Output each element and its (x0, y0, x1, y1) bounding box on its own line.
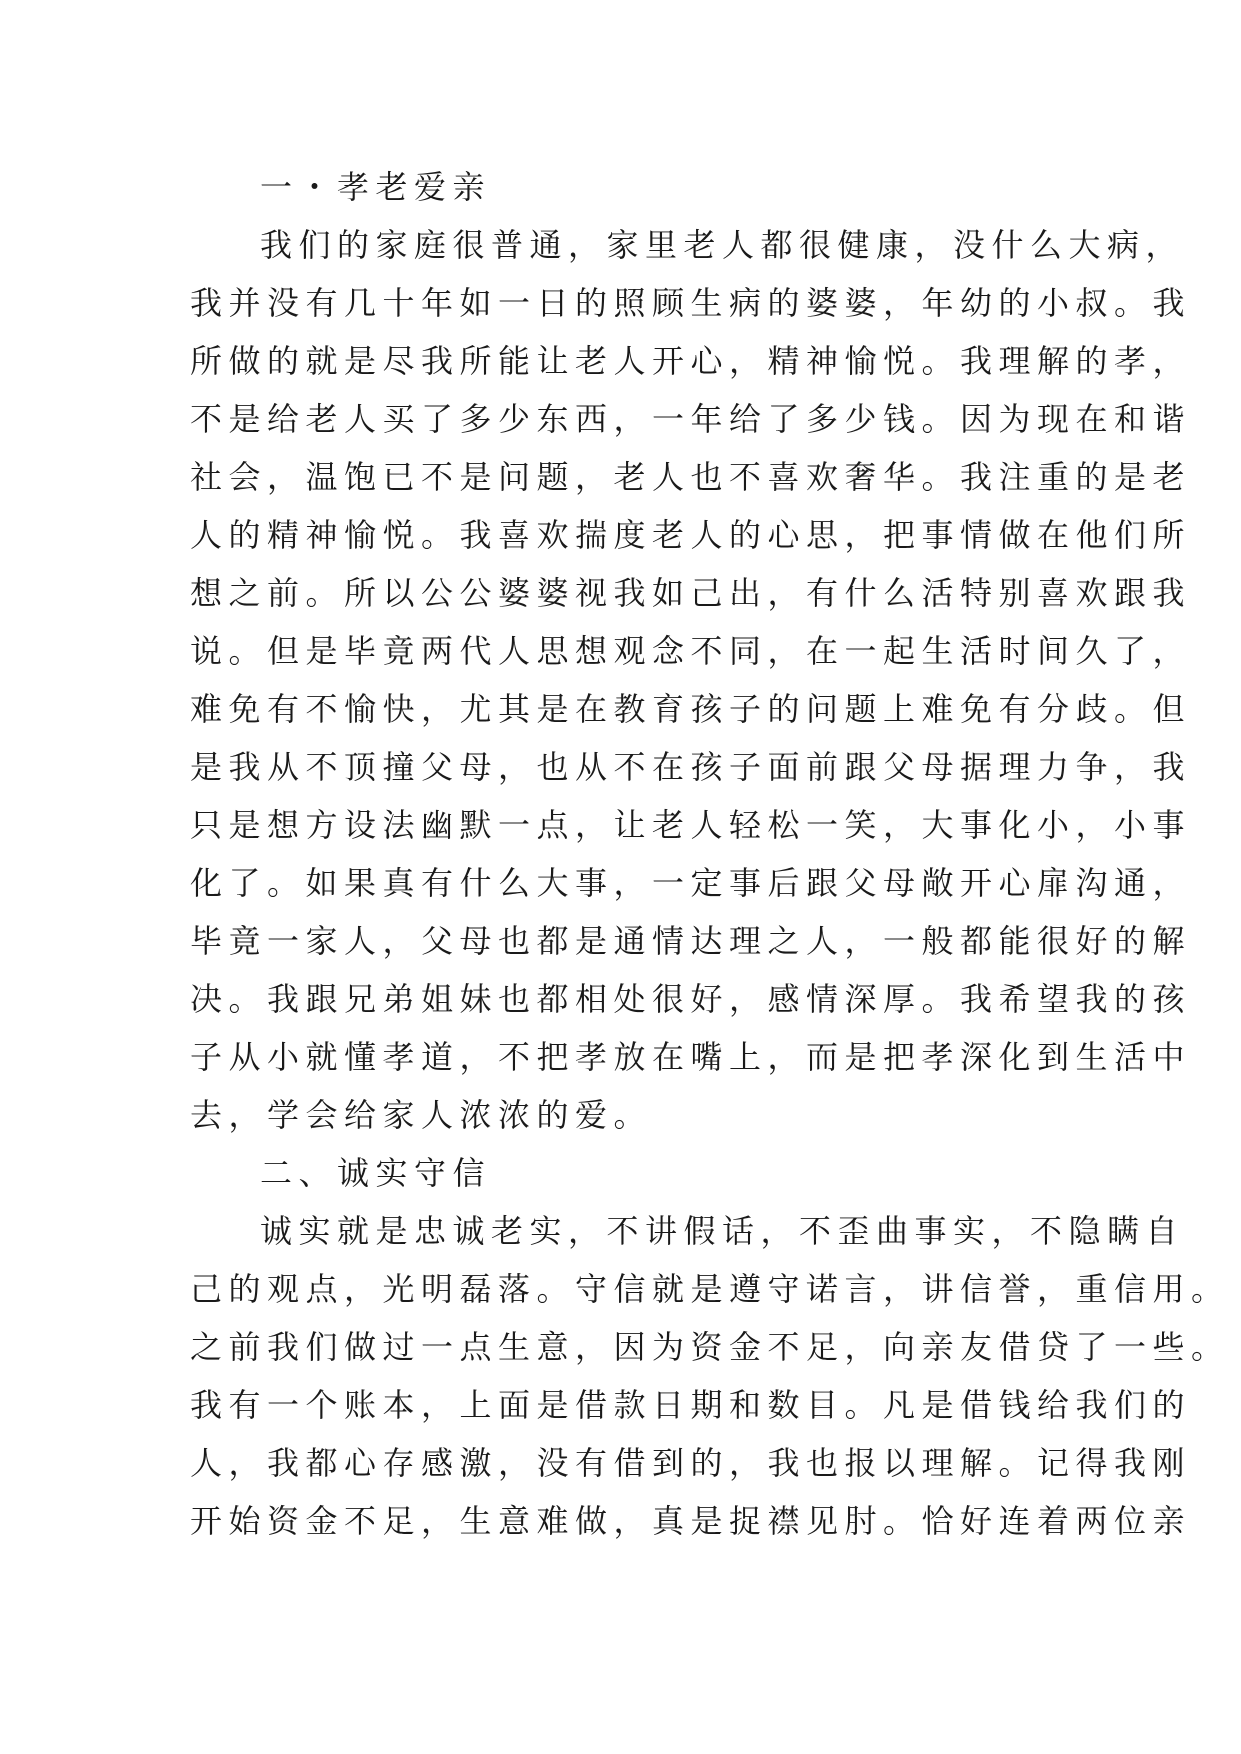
paragraph-line: 只是想方设法幽默一点，让老人轻松一笑，大事化小，小事 (190, 806, 1192, 844)
section-heading: 二、诚实守信 (260, 1154, 492, 1192)
paragraph-line: 我有一个账本，上面是借款日期和数目。凡是借钱给我们的 (190, 1386, 1192, 1424)
paragraph-line: 己的观点，光明磊落。守信就是遵守诺言，讲信誉，重信用。 (190, 1270, 1230, 1308)
paragraph-line: 开始资金不足，生意难做，真是捉襟见肘。恰好连着两位亲 (190, 1502, 1192, 1540)
paragraph-line: 我并没有几十年如一日的照顾生病的婆婆，年幼的小叔。我 (190, 284, 1192, 322)
section-heading: 一・孝老爱亲 (260, 168, 492, 206)
document-body (190, 158, 1230, 1550)
paragraph-line: 诚实就是忠诚老实，不讲假话，不歪曲事实，不隐瞒自 (260, 1212, 1185, 1250)
paragraph-line: 之前我们做过一点生意，因为资金不足，向亲友借贷了一些。 (190, 1328, 1230, 1366)
paragraph-line: 毕竟一家人，父母也都是通情达理之人，一般都能很好的解 (190, 922, 1192, 960)
paragraph-line: 我们的家庭很普通，家里老人都很健康，没什么大病， (260, 226, 1185, 264)
paragraph-line: 想之前。所以公公婆婆视我如己出，有什么活特别喜欢跟我 (190, 574, 1192, 612)
paragraph-line: 难免有不愉快，尤其是在教育孩子的问题上难免有分歧。但 (190, 690, 1192, 728)
paragraph-line: 人，我都心存感激，没有借到的，我也报以理解。记得我刚 (190, 1444, 1192, 1482)
paragraph-line: 说。但是毕竟两代人思想观念不同，在一起生活时间久了， (190, 632, 1192, 670)
paragraph-line: 人的精神愉悦。我喜欢揣度老人的心思，把事情做在他们所 (190, 516, 1192, 554)
paragraph-line: 不是给老人买了多少东西，一年给了多少钱。因为现在和谐 (190, 400, 1192, 438)
paragraph-line: 子从小就懂孝道，不把孝放在嘴上，而是把孝深化到生活中 (190, 1038, 1192, 1076)
paragraph-line: 化了。如果真有什么大事，一定事后跟父母敞开心扉沟通， (190, 864, 1192, 902)
paragraph-line: 是我从不顶撞父母，也从不在孩子面前跟父母据理力争，我 (190, 748, 1192, 786)
paragraph-line: 所做的就是尽我所能让老人开心，精神愉悦。我理解的孝， (190, 342, 1192, 380)
paragraph-line: 去，学会给家人浓浓的爱。 (190, 1096, 653, 1134)
paragraph-line: 决。我跟兄弟姐妹也都相处很好，感情深厚。我希望我的孩 (190, 980, 1192, 1018)
paragraph-line: 社会，温饱已不是问题，老人也不喜欢奢华。我注重的是老 (190, 458, 1192, 496)
